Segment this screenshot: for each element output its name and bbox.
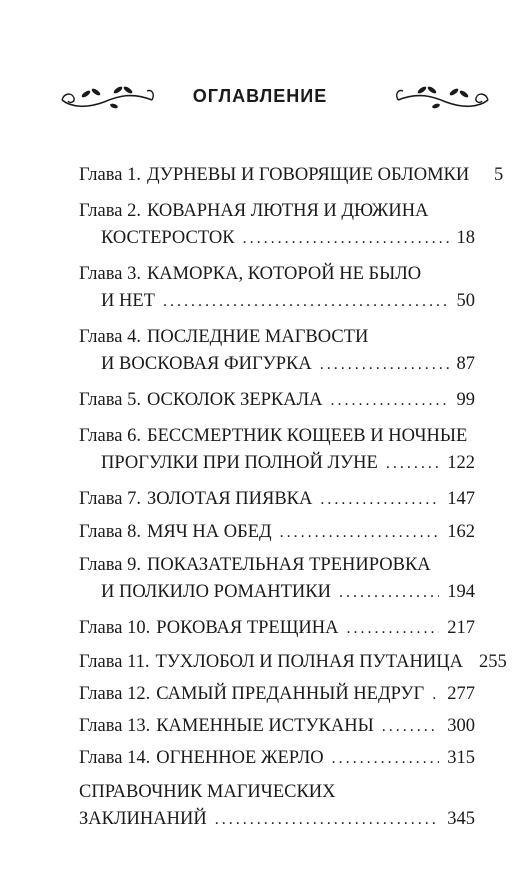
- chapter-number: Глава 9.: [79, 555, 141, 575]
- toc-entry: [79, 162, 504, 189]
- toc-entry-line: [79, 261, 475, 288]
- page-number: 217: [447, 618, 475, 638]
- chapter-title: РОКОВАЯ ТРЕЩИНА: [156, 618, 339, 638]
- toc-entry-line: [79, 225, 475, 252]
- toc-entry: [79, 387, 475, 414]
- toc-entry: [79, 486, 475, 513]
- chapter-number: Глава 6.: [79, 426, 141, 446]
- toc-entry: [79, 713, 475, 740]
- toc-entry-line: [79, 806, 475, 833]
- chapter-title: КАМОРКА, КОТОРОЙ НЕ БЫЛО: [146, 264, 422, 284]
- toc-entry-line: [79, 423, 475, 450]
- chapter-number: Глава 5.: [79, 390, 141, 410]
- dot-leader: [339, 579, 439, 606]
- toc-entry: [79, 198, 475, 252]
- toc-entry: [79, 681, 475, 708]
- chapter-number: Глава 14.: [79, 748, 151, 768]
- chapter-title: КОВАРНАЯ ЛЮТНЯ И ДЮЖИНА: [146, 201, 429, 221]
- dot-leader: [386, 450, 439, 477]
- dot-leader: [163, 288, 449, 315]
- chapter-number: Глава 1.: [79, 165, 141, 185]
- chapter-title: ТУХЛОБОЛ И ПОЛНАЯ ПУТАНИЦА: [155, 652, 463, 672]
- dot-leader: [320, 486, 439, 513]
- toc-entry: [79, 745, 475, 772]
- toc-entry-line: [79, 324, 475, 351]
- toc-entry-line: [79, 713, 475, 740]
- chapter-number: Глава 12.: [79, 684, 151, 704]
- chapter-number: Глава 13.: [79, 716, 151, 736]
- toc-entry: [79, 552, 475, 606]
- toc-entry: [79, 615, 475, 642]
- page-number: 194: [447, 582, 475, 602]
- dot-leader: [243, 225, 449, 252]
- toc-entry-line: [79, 519, 475, 546]
- chapter-title: БЕССМЕРТНИК КОЩЕЕВ И НОЧНЫЕ: [146, 426, 468, 446]
- chapter-number: Глава 3.: [79, 264, 141, 284]
- toc-header: [0, 78, 520, 118]
- toc-entry: [79, 779, 475, 833]
- chapter-title: КАМЕННЫЕ ИСТУКАНЫ: [156, 716, 374, 736]
- dot-leader: [432, 681, 439, 708]
- page-number: 87: [456, 354, 475, 374]
- toc-entry-line: [79, 162, 504, 189]
- chapter-number: Глава 4.: [79, 327, 141, 347]
- dot-leader: [346, 615, 439, 642]
- page-number: 300: [447, 716, 475, 736]
- toc-entry-line: [79, 779, 475, 806]
- table-of-contents: [79, 162, 507, 833]
- chapter-title: И НЕТ: [101, 291, 155, 311]
- toc-entry-line: [79, 486, 475, 513]
- chapter-title: САМЫЙ ПРЕДАННЫЙ НЕДРУГ: [156, 684, 425, 704]
- toc-entry-line: [79, 745, 475, 772]
- page-number: 162: [447, 522, 475, 542]
- page-number: 122: [447, 453, 475, 473]
- right-flourish-icon: [394, 78, 492, 114]
- page-number: 345: [447, 809, 475, 829]
- toc-entry: [79, 423, 475, 477]
- toc-entry: [79, 649, 507, 676]
- chapter-number: Глава 11.: [79, 652, 150, 672]
- chapter-title: ПРОГУЛКИ ПРИ ПОЛНОЙ ЛУНЕ: [101, 453, 378, 473]
- page-number: 147: [447, 489, 475, 509]
- dot-leader: [215, 806, 440, 833]
- toc-entry-line: [79, 387, 475, 414]
- chapter-title: И ВОСКОВАЯ ФИГУРКА: [101, 354, 312, 374]
- toc-entry: [79, 324, 475, 378]
- toc-entry-line: [79, 649, 507, 676]
- page-number: 5: [493, 165, 504, 185]
- chapter-title: МЯЧ НА ОБЕД: [146, 522, 272, 542]
- chapter-number: Глава 8.: [79, 522, 141, 542]
- chapter-title: ПОКАЗАТЕЛЬНАЯ ТРЕНИРОВКА: [146, 555, 431, 575]
- chapter-title: И ПОЛКИЛО РОМАНТИКИ: [101, 582, 331, 602]
- chapter-title: КОСТЕРОСТОК: [101, 228, 235, 248]
- dot-leader: [332, 745, 440, 772]
- page-number: 18: [456, 228, 475, 248]
- chapter-number: Глава 7.: [79, 489, 141, 509]
- chapter-title: ЗОЛОТАЯ ПИЯВКА: [146, 489, 313, 509]
- chapter-title: ОГНЕННОЕ ЖЕРЛО: [156, 748, 324, 768]
- toc-entry-line: [79, 198, 475, 225]
- chapter-title: СПРАВОЧНИК МАГИЧЕСКИХ: [79, 782, 336, 802]
- toc-entry-line: [79, 681, 475, 708]
- dot-leader: [331, 387, 449, 414]
- page-number: 255: [478, 652, 507, 672]
- toc-entry-line: [79, 450, 475, 477]
- page-number: 50: [456, 291, 475, 311]
- chapter-number: Глава 2.: [79, 201, 141, 221]
- chapter-title: ДУРНЕВЫ И ГОВОРЯЩИЕ ОБЛОМКИ: [146, 165, 470, 185]
- page-number: 315: [447, 748, 475, 768]
- toc-entry-line: [79, 552, 475, 579]
- page-title: ОГЛАВЛЕНИЕ: [192, 86, 328, 106]
- page-number: 277: [447, 684, 475, 704]
- page-number: 99: [456, 390, 475, 410]
- chapter-title: ПОСЛЕДНИЕ МАГВОСТИ: [146, 327, 369, 347]
- toc-entry: [79, 261, 475, 315]
- toc-entry-line: [79, 288, 475, 315]
- dot-leader: [280, 519, 440, 546]
- chapter-title: ОСКОЛОК ЗЕРКАЛА: [146, 390, 323, 410]
- dot-leader: [382, 713, 440, 740]
- toc-entry-line: [79, 615, 475, 642]
- toc-entry-line: [79, 351, 475, 378]
- chapter-number: Глава 10.: [79, 618, 151, 638]
- dot-leader: [320, 351, 449, 378]
- toc-entry: [79, 519, 475, 546]
- chapter-title: ЗАКЛИНАНИЙ: [79, 809, 207, 829]
- toc-entry-line: [79, 579, 475, 606]
